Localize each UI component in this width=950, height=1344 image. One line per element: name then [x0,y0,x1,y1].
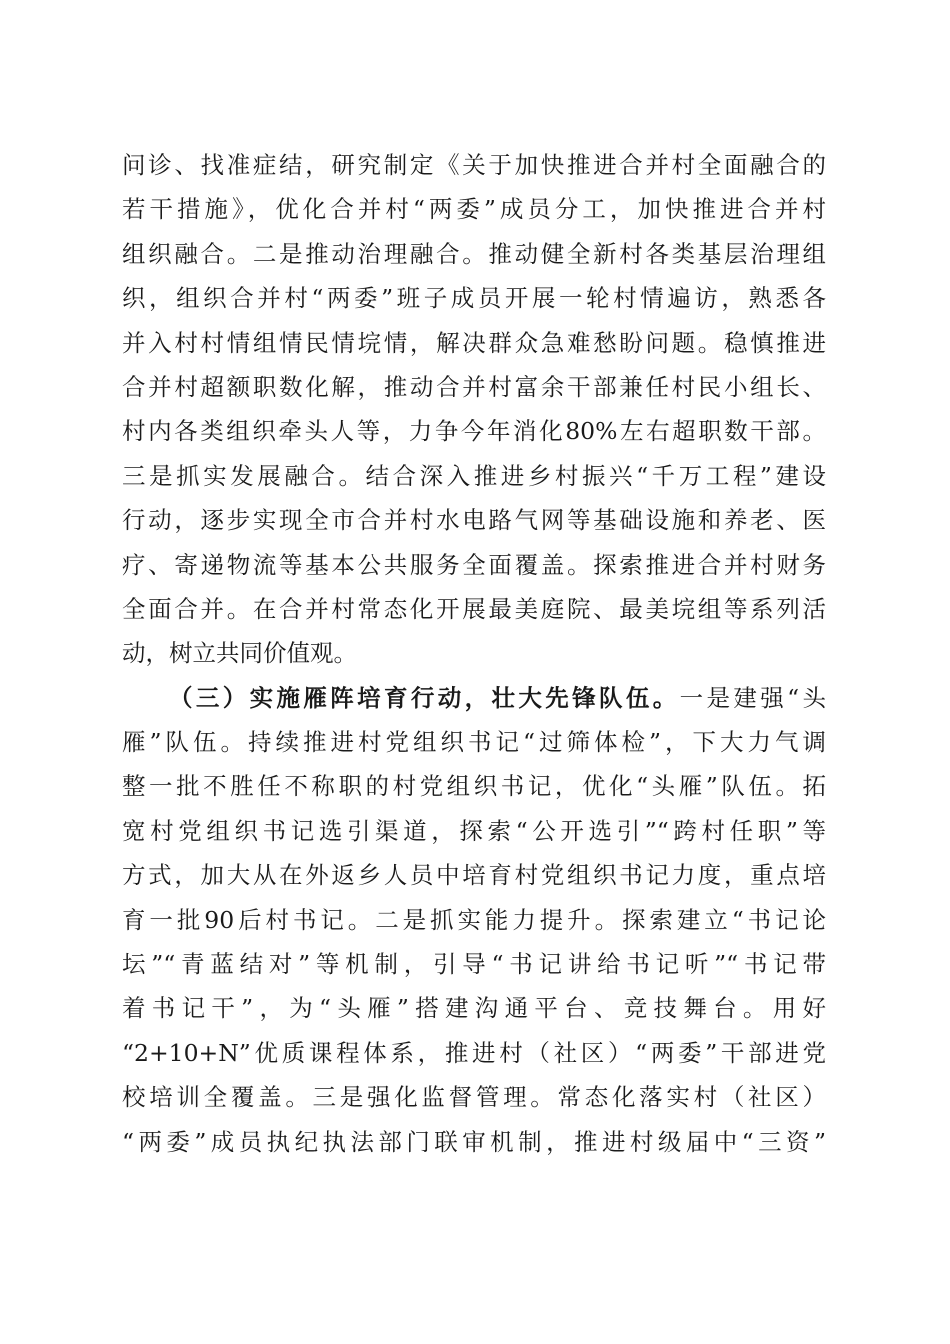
text-line: 三是抓实发展融合。结合深入推进乡村振兴“千万工程”建设 [122,461,826,490]
text-line: 校培训全覆盖。三是强化监督管理。常态化落实村（社区） [122,1083,826,1112]
text-line: 雁”队伍。持续推进村党组织书记“过筛体检”，下大力气调 [122,728,826,757]
text-line: 疗、寄递物流等基本公共服务全面覆盖。探索推进合并村财务 [122,550,826,579]
text-line: 宽村党组织书记选引渠道，探索“公开选引”“跨村任职”等 [122,816,826,845]
text-line: 整一批不胜任不称职的村党组织书记，优化“头雁”队伍。拓 [122,772,826,801]
paragraph-1 [122,143,826,676]
text-line: 方式，加大从在外返乡人员中培育村党组织书记力度，重点培 [122,861,826,890]
section-heading-line [122,676,826,720]
text-line: 组织融合。二是推动治理融合。推动健全新村各类基层治理组 [122,239,826,268]
text-line: 动，树立共同价值观。 [122,639,357,668]
text-line: 问诊、找准症结，研究制定《关于加快推进合并村全面融合的 [122,151,826,179]
text-line: 村内各类组织牵头人等，力争今年消化80%左右超职数干部。 [122,417,826,446]
text-line: 育一批90后村书记。二是抓实能力提升。探索建立“书记论 [122,905,826,934]
text-line: 着书记干”，为“头雁”搭建沟通平台、竞技舞台。用好 [122,994,826,1023]
text-line: 若干措施》，优化合并村“两委”成员分工，加快推进合并村 [122,195,826,224]
section-heading: （三）实施雁阵培育行动，壮大先锋队伍。 [169,683,680,712]
document-body [122,143,826,1164]
text-line: 坛”“青蓝结对”等机制，引导“书记讲给书记听”“书记带 [122,950,826,979]
text-line: 全面合并。在合并村常态化开展最美庭院、最美垸组等系列活 [122,594,826,623]
paragraph-2 [122,676,826,1164]
heading-line-rest: 一是建强“头 [679,683,827,712]
text-line: 合并村超额职数化解，推动合并村富余干部兼任村民小组长、 [122,372,826,401]
text-line: 织，组织合并村“两委”班子成员开展一轮村情遍访，熟悉各 [122,284,826,313]
text-line: 并入村村情组情民情垸情，解决群众急难愁盼问题。稳慎推进 [122,328,826,357]
text-line: “两委”成员执纪执法部门联审机制，推进村级届中“三资” [122,1127,826,1156]
text-line: 行动，逐步实现全市合并村水电路气网等基础设施和养老、医 [122,506,826,535]
text-line: “2+10+N”优质课程体系，推进村（社区）“两委”干部进党 [122,1038,826,1067]
